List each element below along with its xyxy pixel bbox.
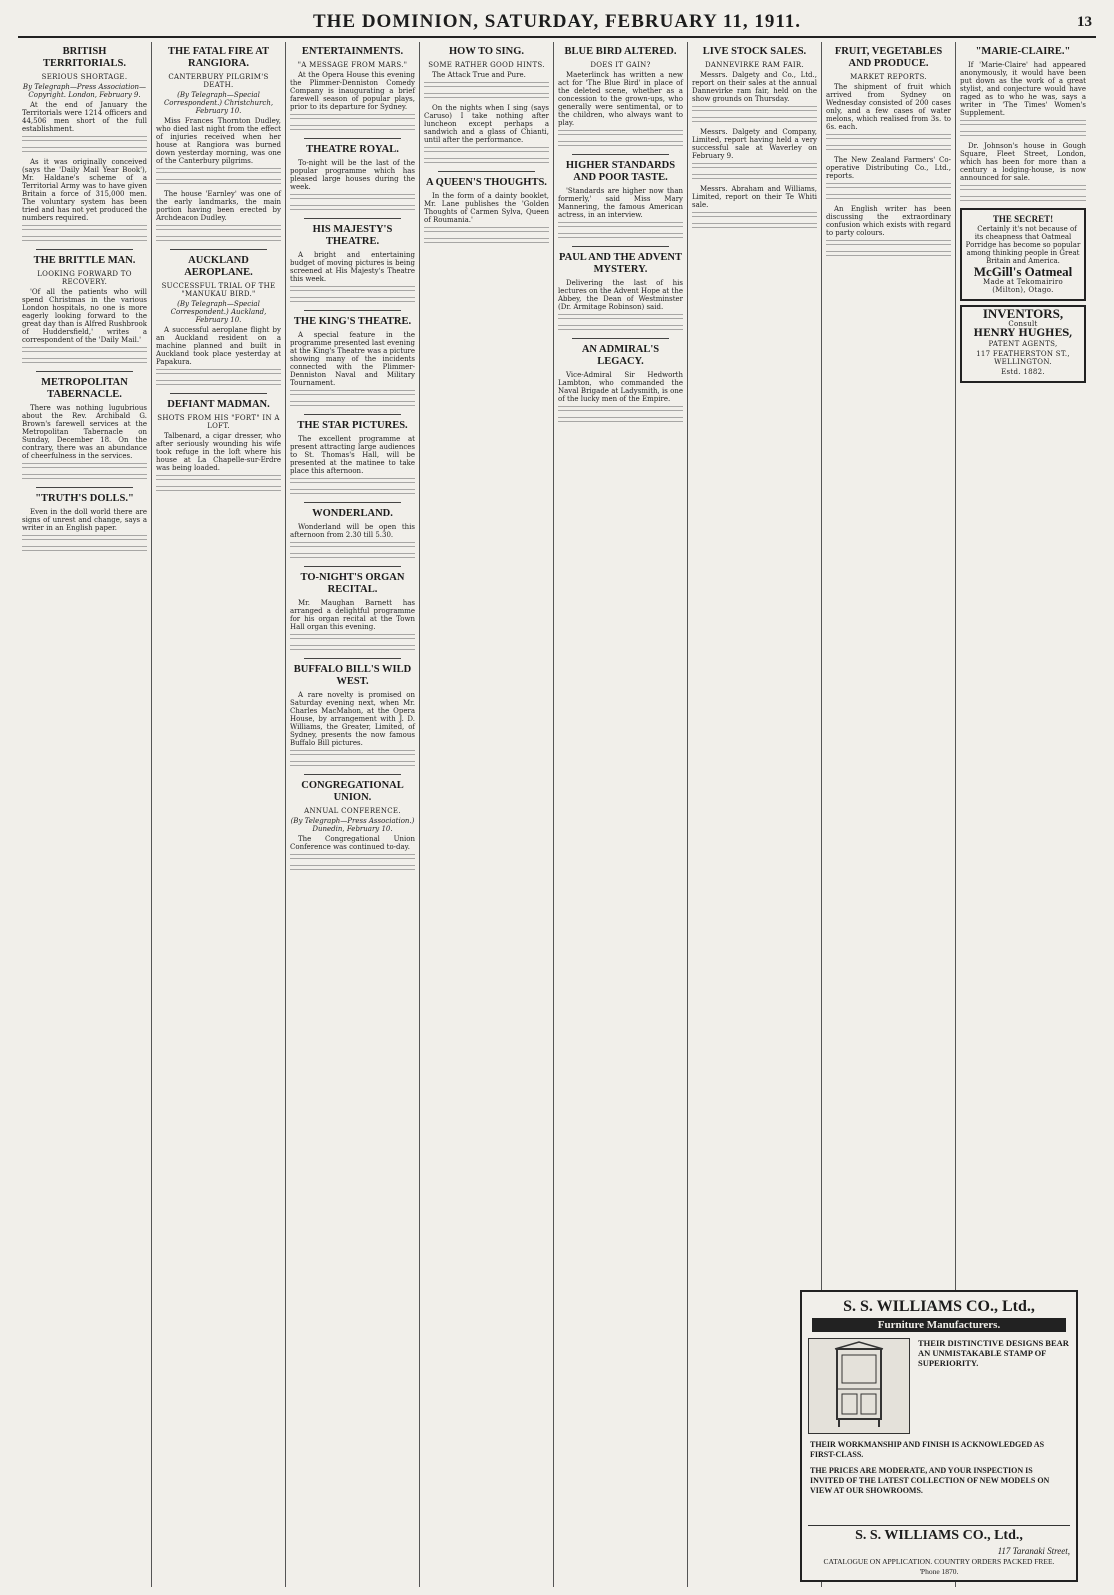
article-paragraph: At the Opera House this evening the Plimmer-Denniston Comedy Company is inaugurating a brief farewell season of popular plays, prior to its departure for Sydney. [290,71,415,111]
article-text-lines [424,238,549,246]
article-text-lines [424,147,549,155]
article-heading: THE BRITTLE MAN. [33,255,136,266]
article-divider [304,414,401,415]
article-text-lines [960,120,1086,128]
agent-name: HENRY HUGHES, [973,328,1073,339]
article-text-lines [558,417,683,425]
article-text-lines [692,163,817,171]
article-text-lines [424,93,549,101]
article-text-lines [290,114,415,122]
article-text-lines [22,136,147,144]
article-text-lines [156,486,281,494]
williams-ad-workmanship: THEIR WORKMANSHIP AND FINISH IS ACKNOWLEDGED AS FIRST-CLASS. [810,1440,1045,1459]
article-text-lines [156,380,281,388]
article-heading: LIVE STOCK SALES. [702,46,807,57]
article-heading: CONGREGATIONAL UNION. [301,780,404,803]
article-paragraph: The Congregational Union Conference was continued to-day. [290,835,415,851]
article-text-lines [424,227,549,235]
agent-role: PATENT AGENTS, [988,340,1058,348]
article-divider [304,658,401,659]
article-heading: PAUL AND THE ADVENT MYSTERY. [558,252,682,275]
article-text-lines [22,463,147,471]
article-text-lines [692,106,817,114]
article-heading: HOW TO SING. [449,46,524,57]
article-text-lines [290,750,415,758]
article-paragraph: A rare novelty is promised on Saturday evening next, when Mr. Charles MacMahon, at the Opera House, by arrangement with J. D. Williams, the Greater, Limited, of Sydney, presents the now famous Buffalo Bill pictures. [290,691,415,747]
article-dateline: (By Telegraph—Press Association.) Dunedin, February 10. [290,817,415,833]
article-paragraph: Delivering the last of his lectures on the Advent Hope at the Abbey, the Dean of Westminster (Dr. Armitage Robinson) said. [558,279,683,311]
article-paragraph: Wonderland will be open this afternoon from 2.30 till 5.30. [290,523,415,539]
masthead [18,8,1096,38]
article-text-lines [22,358,147,366]
article-divider [304,138,401,139]
article-subheading: DOES IT GAIN? [590,61,651,69]
article-text-lines [290,205,415,213]
article-text-lines [558,314,683,322]
article-divider [36,371,133,372]
article-heading: AUCKLAND AEROPLANE. [184,255,253,278]
article-paragraph: A successful aeroplane flight by an Auckland resident on a machine planned and built in Auckland took place yesterday at Papakura. [156,326,281,366]
article-divider [572,246,669,247]
article-subheading: SOME RATHER GOOD HINTS. [428,61,545,69]
article-text-lines [558,222,683,230]
article-dateline: (By Telegraph—Special Correspondent.) Auckland, February 10. [170,300,267,324]
article-text-lines [558,141,683,149]
inventors-title: INVENTORS, [982,306,1064,321]
article-divider [304,566,401,567]
article-text-lines [558,130,683,138]
article-text-lines [290,553,415,561]
article-divider [304,774,401,775]
oatmeal-brand: McGill's Oatmeal [973,264,1073,279]
williams-footer-name: S. S. WILLIAMS CO., Ltd., [855,1528,1023,1543]
article-paragraph: A special feature in the programme presented last evening at the King's Theatre was a picture showing many of the incidents connected with the Plimmer-Denniston Naval and Military Tournament. [290,331,415,387]
article-divider [438,171,535,172]
article-paragraph: 'Standards are higher now than formerly,' said Miss Mary Mannering, the famous American actress, in an interview. [558,187,683,219]
article-text-lines [156,369,281,377]
article-subheading: CANTERBURY PILGRIM'S DEATH. [168,73,269,89]
patent-agent-ad [960,305,1086,383]
column-1 [18,42,152,1587]
williams-ad-footer [808,1525,1070,1576]
article-paragraph: The house 'Earnley' was one of the early landmarks, the main portion having been erected by Archdeacon Dudley. [156,190,281,222]
article-text-lines [558,406,683,414]
article-paragraph: Talbenard, a cigar dresser, who after seriously wounding his wife took refuge in the loft where his house at La Chapelle-sur-Erdre was being loaded. [156,432,281,472]
article-subheading: SERIOUS SHORTAGE. [41,73,128,81]
article-text-lines [290,542,415,550]
article-paragraph: On the nights when I sing (says Caruso) I take nothing after luncheon except perhaps a sandwich and a glass of Chianti, until after the performance. [424,104,549,144]
article-paragraph: Miss Frances Thornton Dudley, who died last night from the effect of injuries received when her house at Rangiora was burned down yesterday morning, was one of the Canterbury pilgrims. [156,117,281,165]
article-text-lines [424,82,549,90]
article-subheading: ANNUAL CONFERENCE. [304,807,401,815]
article-paragraph: Mr. Maughan Barnett has arranged a delightful programme for his organ recital at the Town Hall organ this evening. [290,599,415,631]
article-heading: ENTERTAINMENTS. [301,46,404,57]
article-divider [304,218,401,219]
article-paragraph: The New Zealand Farmers' Co-operative Distributing Co., Ltd., reports. [826,156,951,180]
article-paragraph: To-night will be the last of the popular programme which has pleased large houses during the week. [290,159,415,191]
article-heading: BLUE BIRD ALTERED. [564,46,677,57]
article-text-lines [290,489,415,497]
oatmeal-ad-body: Certainly it's not because of its cheapness that Oatmeal Porridge has become so popular among thinking people in Great Britain and America. [965,225,1081,265]
article-heading: "TRUTH'S DOLLS." [35,493,134,504]
article-text-lines [22,535,147,543]
williams-ad-tagline: Furniture Manufacturers. [812,1318,1066,1332]
article-paragraph: Even in the doll world there are signs of unrest and change, says a writer in an English paper. [22,508,147,532]
article-heading: HIGHER STANDARDS AND POOR TASTE. [565,160,676,183]
agent-established: Estd. 1882. [1001,368,1045,376]
article-paragraph: An English writer has been discussing the extraordinary confusion which exists with regard to party colours. [826,205,951,237]
agent-address: 117 FEATHERSTON ST., WELLINGTON. [976,350,1070,366]
article-text-lines [156,225,281,233]
article-text-lines [156,168,281,176]
article-heading: BUFFALO BILL'S WILD WEST. [293,664,412,687]
article-text-lines [960,185,1086,193]
article-heading: THE FATAL FIRE AT RANGIORA. [167,46,270,69]
article-divider [170,249,267,250]
article-subheading: SUCCESSFUL TRIAL OF THE "MANUKAU BIRD." [161,282,276,298]
article-text-lines [290,865,415,873]
article-text-lines [692,223,817,231]
article-subheading: DANNEVIRKE RAM FAIR. [705,61,804,69]
article-text-lines [558,233,683,241]
article-text-lines [692,174,817,182]
article-paragraph: As it was originally conceived (says the 'Daily Mail Year Book'), Mr. Haldane's scheme of a Territorial Army was to have given Britain a force of 315,000 men. The voluntary system has been tried and has not yet produced the numbers required. [22,158,147,222]
article-text-lines [290,761,415,769]
article-text-lines [290,634,415,642]
article-text-lines [290,645,415,653]
article-heading: BRITISH TERRITORIALS. [43,46,126,69]
article-paragraph: There was nothing lugubrious about the Rev. Archibald G. Brown's farewell services at the Metropolitan Tabernacle on Sunday, December 18. On the contrary, there was an abundance of cheerfulness in the services. [22,404,147,460]
article-paragraph: Vice-Admiral Sir Hedworth Lambton, who commanded the Naval Brigade at Ladysmith, is one of the lucky men of the Empire. [558,371,683,403]
article-heading: METROPOLITAN TABERNACLE. [41,377,128,400]
column-3 [286,42,420,1587]
article-heading: WONDERLAND. [312,508,393,519]
williams-ad-description: THEIR DISTINCTIVE DESIGNS BEAR AN UNMISTAKABLE STAMP OF SUPERIORITY. [918,1338,1069,1368]
article-text-lines [290,390,415,398]
article-text-lines [156,179,281,187]
article-heading: THE KING'S THEATRE. [293,316,412,327]
article-divider [170,393,267,394]
article-paragraph: A bright and entertaining budget of moving pictures is being screened at His Majesty's Theatre this week. [290,251,415,283]
article-text-lines [826,240,951,248]
article-text-lines [826,145,951,153]
article-divider [304,502,401,503]
article-paragraph: The excellent programme at present attracting large audiences to St. Thomas's Hall, will be presented at the matinee to take place this afternoon. [290,435,415,475]
oatmeal-ad [960,208,1086,301]
article-text-lines [290,854,415,862]
article-text-lines [290,125,415,133]
article-heading: THEATRE ROYAL. [306,144,399,155]
article-heading: TO-NIGHT'S ORGAN RECITAL. [300,572,405,595]
article-paragraph: Maeterlinck has written a new act for 'The Blue Bird' in place of the deleted scene, whether as a concession to the grown-ups, who generally were sentimental, or to the children, who always want to play. [558,71,683,127]
cabinet-illustration [808,1338,910,1434]
article-paragraph: 'Of all the patients who will spend Christmas in the various London hospitals, no one is more eagerly looking forward to the great day than is Alfred Rushbrook of Huddersfield,' writes a correspondent of the 'Daily Mail.' [22,288,147,344]
article-text-lines [290,286,415,294]
article-text-lines [290,401,415,409]
column-4 [420,42,554,1587]
williams-ad-prices: THE PRICES ARE MODERATE, AND YOUR INSPECTION IS INVITED OF THE LATEST COLLECTION OF NEW MODELS ON VIEW AT OUR SHOWROOMS. [810,1466,1050,1495]
article-paragraph: The shipment of fruit which arrived from Sydney on Wednesday consisted of 200 cases only, and a few cases of water melons, which realised from 3s. to 6s. each. [826,83,951,131]
article-text-lines [290,297,415,305]
williams-ad-title: S. S. WILLIAMS CO., Ltd., [843,1298,1035,1315]
article-text-lines [290,194,415,202]
williams-furniture-ad [800,1290,1078,1582]
article-dateline: By Telegraph—Press Association—Copyright. London, February 9. [22,83,147,99]
article-text-lines [692,117,817,125]
article-text-lines [156,236,281,244]
article-text-lines [424,158,549,166]
article-paragraph: At the end of January the Territorials were 1214 officers and 44,506 men short of the full establishment. [22,101,147,133]
inventors-consult: Consult [1008,320,1038,328]
article-heading: HIS MAJESTY'S THEATRE. [312,224,393,247]
article-divider [572,338,669,339]
article-text-lines [826,194,951,202]
article-text-lines [826,183,951,191]
article-divider [36,487,133,488]
article-divider [36,249,133,250]
article-dateline: (By Telegraph—Special Correspondent.) Christchurch, February 10. [163,91,274,115]
article-paragraph: Dr. Johnson's house in Gough Square, Fleet Street, London, which has been for more than a century a lodging-house, is now announced for sale. [960,142,1086,182]
article-text-lines [960,196,1086,204]
article-text-lines [22,236,147,244]
article-text-lines [558,325,683,333]
article-paragraph: In the form of a dainty booklet, Mr. Lane publishes the 'Golden Thoughts of Carmen Sylva, Queen of Roumania.' [424,192,549,224]
article-heading: A QUEEN'S THOUGHTS. [426,177,547,188]
article-text-lines [156,475,281,483]
williams-phone: 'Phone 1870. [919,1567,959,1576]
column-5 [554,42,688,1587]
article-text-lines [22,347,147,355]
williams-address: 117 Taranaki Street, [997,1546,1070,1556]
oatmeal-maker: Made at Tekomairiro (Milton), Otago. [982,278,1064,294]
article-heading: "MARIE-CLAIRE." [975,46,1071,57]
article-heading: FRUIT, VEGETABLES AND PRODUCE. [834,46,943,69]
article-text-lines [960,131,1086,139]
article-subheading: MARKET REPORTS. [850,73,927,81]
article-text-lines [692,212,817,220]
williams-catalogue: CATALOGUE ON APPLICATION. COUNTRY ORDERS PACKED FREE. [823,1557,1055,1566]
masthead-title: THE DOMINION, SATURDAY, FEBRUARY 11, 1911. [312,11,802,32]
article-paragraph: Messrs. Abraham and Williams, Limited, report on their Te Whiti sale. [692,185,817,209]
article-heading: AN ADMIRAL'S LEGACY. [581,344,660,367]
article-subheading: "A MESSAGE FROM MARS." [297,61,408,69]
oatmeal-ad-title: THE SECRET! [992,214,1054,224]
article-text-lines [22,225,147,233]
article-heading: THE STAR PICTURES. [297,420,408,431]
article-text-lines [290,478,415,486]
article-text-lines [22,474,147,482]
article-heading: DEFIANT MADMAN. [167,399,270,410]
article-paragraph: If 'Marie-Claire' had appeared anonymously, it would have been put down as the work of a great stylist, and conjecture would have raged as to who he was, says a writer in 'The Times' Women's Supplement. [960,61,1086,117]
article-text-lines [22,546,147,554]
article-subheading: SHOTS FROM HIS "FORT" IN A LOFT. [157,414,280,430]
article-text-lines [826,251,951,259]
article-subheading: LOOKING FORWARD TO RECOVERY. [37,270,132,286]
article-text-lines [826,134,951,142]
article-paragraph: The Attack True and Pure. [432,71,526,79]
column-2 [152,42,286,1587]
article-divider [304,310,401,311]
page-number: 13 [1077,14,1092,30]
article-paragraph: Messrs. Dalgety and Co., Ltd., report on their sales at the annual Dannevirke ram fair, held on the show grounds on Thursday. [692,71,817,103]
article-divider [572,154,669,155]
article-paragraph: Messrs. Dalgety and Company, Limited, report having held a very successful sale at Waverley on February 9. [692,128,817,160]
article-text-lines [22,147,147,155]
